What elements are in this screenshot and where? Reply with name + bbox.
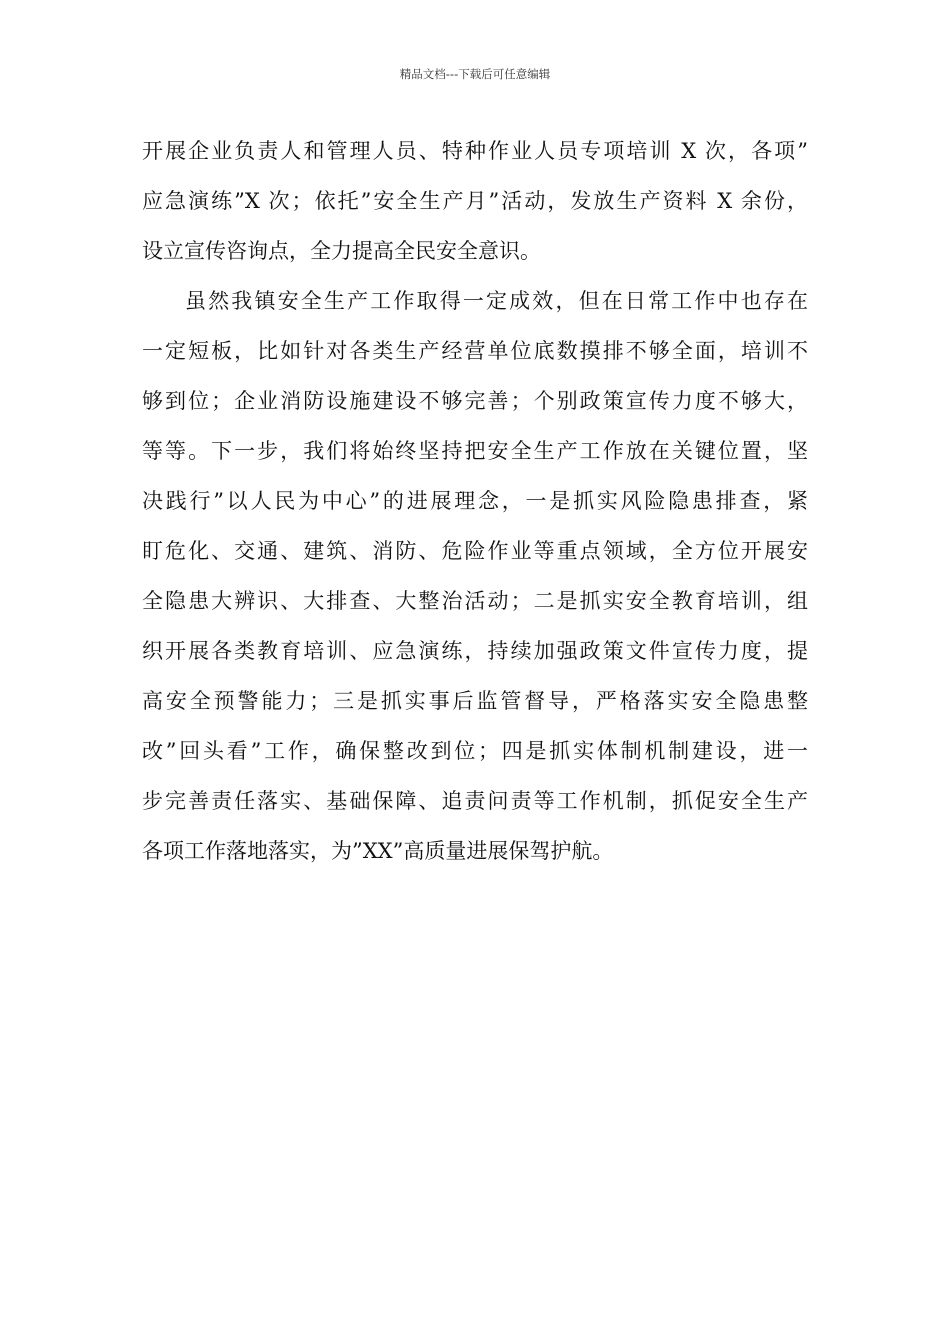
body-text-line: 改”回头看”工作，确保整改到位；四是抓实体制机制建设，进一 xyxy=(142,739,808,763)
body-text-line: 应急演练”X 次；依托”安全生产月”活动，发放生产资料 X 余份， xyxy=(142,189,808,213)
body-text-line: 决践行”以人民为中心”的进展理念，一是抓实风险隐患排查，紧 xyxy=(142,489,808,513)
body-text-line: 等等。下一步，我们将始终坚持把安全生产工作放在关键位置，坚 xyxy=(142,439,808,463)
body-text-line: 设立宣传咨询点，全力提高全民安全意识。 xyxy=(142,239,541,263)
body-text-line: 步完善责任落实、基础保障、追责问责等工作机制，抓促安全生产 xyxy=(142,789,808,813)
body-text-line: 织开展各类教育培训、应急演练，持续加强政策文件宣传力度，提 xyxy=(142,639,808,663)
body-text-line: 各项工作落地落实，为”XX”高质量进展保驾护航。 xyxy=(142,839,614,863)
body-text-line: 全隐患大辨识、大排查、大整治活动；二是抓实安全教育培训，组 xyxy=(142,589,808,613)
page-header: 精品文档---下载后可任意编辑 xyxy=(399,67,551,81)
body-text-line: 够到位；企业消防设施建设不够完善；个别政策宣传力度不够大， xyxy=(142,389,808,413)
body-text-line: 高安全预警能力；三是抓实事后监管督导，严格落实安全隐患整 xyxy=(142,689,808,713)
body-text-line: 一定短板，比如针对各类生产经营单位底数摸排不够全面，培训不 xyxy=(142,339,808,363)
body-text-line: 盯危化、交通、建筑、消防、危险作业等重点领域，全方位开展安 xyxy=(142,539,808,563)
paragraph-first-line: 虽然我镇安全生产工作取得一定成效，但在日常工作中也存在 xyxy=(185,289,808,313)
body-text-line: 开展企业负责人和管理人员、特种作业人员专项培训 X 次，各项” xyxy=(142,139,808,163)
